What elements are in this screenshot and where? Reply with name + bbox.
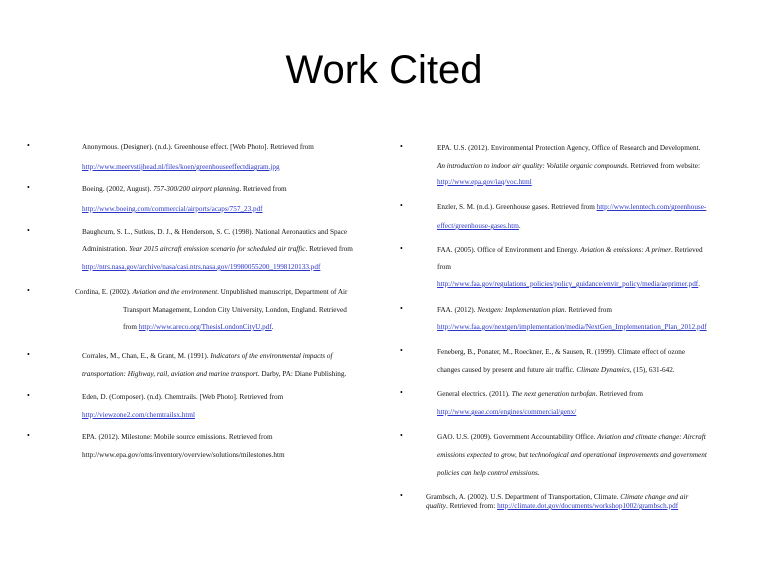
- reference-link[interactable]: http://viewzone2.com/chemtrailsx.html: [82, 411, 195, 419]
- bullet-icon: •: [400, 142, 403, 151]
- bullet-icon: •: [27, 141, 30, 150]
- reference-text: GAO. U.S. (2009). Government Accountability Office.: [437, 433, 598, 441]
- reference-text: .: [537, 469, 540, 477]
- reference-title: Climate Dynamics: [576, 366, 630, 374]
- reference-title: transportation: Highway, rail, aviation and marine transport: [82, 370, 258, 378]
- reference-line: [82, 369, 346, 379]
- reference-text: from: [437, 263, 451, 271]
- reference-line: [82, 142, 314, 152]
- reference-text: . Retrieved from:: [445, 502, 498, 510]
- reference-text: . Retrieved from: [239, 185, 287, 193]
- reference-line: [437, 161, 700, 171]
- reference-text: Anonymous. (Designer). (n.d.). Greenhouse effect. [Web Photo]. Retrieved from: [82, 143, 314, 151]
- bullet-icon: •: [400, 431, 403, 440]
- reference-link[interactable]: http://www.boeing.com/commercial/airports/acaps/757_23.pdf: [82, 205, 263, 213]
- reference-title: emissions expected to grow, but technological and operational improvements and government: [437, 451, 707, 459]
- bullet-icon: •: [27, 391, 30, 400]
- reference-text: . Darby, PA: Diane Publishing.: [257, 370, 347, 378]
- reference-title: 757-300/200 airport planning: [153, 185, 240, 193]
- reference-line: [82, 162, 280, 172]
- reference-link[interactable]: http://www.lenntech.com/greenhouse-: [596, 203, 707, 211]
- bullet-icon: •: [27, 431, 30, 440]
- reference-text: Cordina, E. (2002).: [75, 288, 133, 296]
- reference-text: . Unpublished manuscript, Department of Air: [217, 288, 348, 296]
- reference-line: [437, 389, 643, 399]
- reference-title: Indicators of the environmental impacts of: [210, 352, 333, 360]
- reference-text: .: [698, 280, 701, 288]
- bullet-icon: •: [27, 286, 30, 295]
- reference-title: Nextgen: Implementation plan: [477, 306, 565, 314]
- reference-text: Boeing. (2002, August).: [82, 185, 154, 193]
- bullet-icon: •: [27, 350, 30, 359]
- reference-link[interactable]: http://climate.dot.gov/documents/workshop1002/grambsch.pdf: [497, 502, 679, 510]
- reference-text: General electrics. (2011).: [437, 390, 512, 398]
- reference-line: [426, 501, 678, 511]
- reference-text: .: [271, 323, 274, 331]
- reference-line: [82, 432, 273, 442]
- reference-line: [437, 262, 451, 272]
- reference-line: [82, 204, 263, 214]
- reference-title: Aviation and the environment: [132, 288, 218, 296]
- reference-line: [437, 177, 532, 187]
- reference-line: [437, 143, 700, 153]
- reference-text: Corrales, M., Chan, E., & Grant, M. (1991).: [82, 352, 211, 360]
- reference-line: [123, 305, 347, 315]
- reference-line: [437, 279, 700, 289]
- reference-line: [437, 407, 576, 417]
- bullet-icon: •: [400, 304, 403, 313]
- reference-link[interactable]: http://www.faa.gov/regulations_policies/policy_guidance/envir_policy/media/aeprimer.pdf: [437, 280, 699, 288]
- reference-line: [82, 351, 332, 361]
- reference-title: policies can help control emissions: [437, 469, 538, 477]
- bullet-icon: •: [400, 491, 403, 500]
- reference-line: [437, 245, 703, 255]
- reference-text: . Retrieved from website:: [626, 162, 700, 170]
- reference-line: [437, 347, 685, 357]
- reference-link[interactable]: http://www.faa.gov/nextgen/implementation/media/NextGen_Implementation_Plan_2012.pdf: [437, 323, 707, 331]
- reference-line: [437, 450, 707, 460]
- reference-title: quality: [426, 502, 446, 510]
- slide-title: Work Cited: [285, 48, 483, 92]
- reference-text: . Retrieved from: [595, 390, 643, 398]
- reference-text: FAA. (2012).: [437, 306, 478, 314]
- reference-text: Eden, D. (Composer). (n.d). Chemtrails. [Web Photo]. Retrieved from: [82, 393, 284, 401]
- reference-line: [437, 221, 521, 231]
- bullet-icon: •: [27, 183, 30, 192]
- reference-line: [82, 227, 347, 237]
- reference-title: Year 2015 aircraft emission scenario for scheduled air traffic: [129, 245, 306, 253]
- reference-line: [437, 365, 675, 375]
- reference-title: An introduction to indoor air quality: Volatile organic compounds: [437, 162, 627, 170]
- reference-text: changes caused by present and future air traffic.: [437, 366, 577, 374]
- reference-text: . Retrieved: [671, 246, 703, 254]
- reference-link[interactable]: http://www.epa.gov/iaq/voc.html: [437, 178, 532, 186]
- reference-line: [437, 202, 706, 212]
- reference-line: [82, 410, 195, 420]
- reference-title: Aviation and climate change: Aircraft: [597, 433, 706, 441]
- reference-title: The next generation turbofan: [511, 390, 596, 398]
- bullet-icon: •: [400, 244, 403, 253]
- reference-line: [82, 450, 285, 460]
- reference-text: http://www.epa.gov/oms/inventory/overview/solutions/milestones.htm: [82, 451, 285, 459]
- reference-line: [123, 322, 274, 332]
- reference-line: [437, 432, 706, 442]
- bullet-icon: •: [400, 346, 403, 355]
- reference-text: Baughcum, S. L., Sutkus, D. J., & Henderson, S. C. (1998). National Aeronautics and Space: [82, 228, 348, 236]
- reference-text: Transport Management, London City University, London, England. Retrieved: [123, 306, 347, 314]
- reference-link[interactable]: http://www.geae.com/engines/commercial/genx/: [437, 408, 577, 416]
- reference-title: Climate change and air: [620, 493, 689, 501]
- reference-line: [82, 392, 283, 402]
- reference-line: [82, 244, 353, 254]
- reference-text: Feneberg, B., Ponater, M., Roeckner, E., & Sausen, R. (1999). Climate effect of ozone: [437, 348, 686, 356]
- reference-text: , (15), 631-642.: [629, 366, 675, 374]
- reference-line: [75, 287, 347, 297]
- reference-line: [437, 322, 707, 332]
- reference-link[interactable]: http://www.areco.org/ThesisLondonCityU.pdf: [138, 323, 272, 331]
- reference-line: [437, 305, 612, 315]
- reference-line: [82, 184, 287, 194]
- reference-text: . Retrieved from: [305, 245, 353, 253]
- reference-link[interactable]: effect/greenhouse-gases.htm: [437, 222, 519, 230]
- reference-text: from: [123, 323, 139, 331]
- reference-text: . Retrieved from: [564, 306, 612, 314]
- reference-line: [82, 262, 320, 272]
- reference-text: Administration.: [82, 245, 130, 253]
- bullet-icon: •: [27, 226, 30, 235]
- reference-text: FAA. (2005). Office of Environment and Energy.: [437, 246, 581, 254]
- reference-text: Grambsch, A. (2002). U.S. Department of Transportation, Climate.: [426, 493, 621, 501]
- reference-title: Aviation & emissions: A primer: [580, 246, 672, 254]
- reference-text: EPA. U.S. (2012). Environmental Protection Agency, Office of Research and Development.: [437, 144, 701, 152]
- bullet-icon: •: [400, 388, 403, 397]
- reference-link[interactable]: http://ntrs.nasa.gov/archive/nasa/casi.ntrs.nasa.gov/19980055200_1998120133.pdf: [82, 263, 321, 271]
- reference-text: Enzler, S. M. (n.d.). Greenhouse gases. Retrieved from: [437, 203, 597, 211]
- reference-line: [437, 468, 540, 478]
- reference-link[interactable]: http://www.meervstijhead.nl/files/koen/greenhouseeffectdiagram.jpg: [82, 163, 280, 171]
- reference-text: .: [518, 222, 521, 230]
- reference-text: EPA. (2012). Milestone: Mobile source emissions. Retrieved from: [82, 433, 273, 441]
- bullet-icon: •: [400, 201, 403, 210]
